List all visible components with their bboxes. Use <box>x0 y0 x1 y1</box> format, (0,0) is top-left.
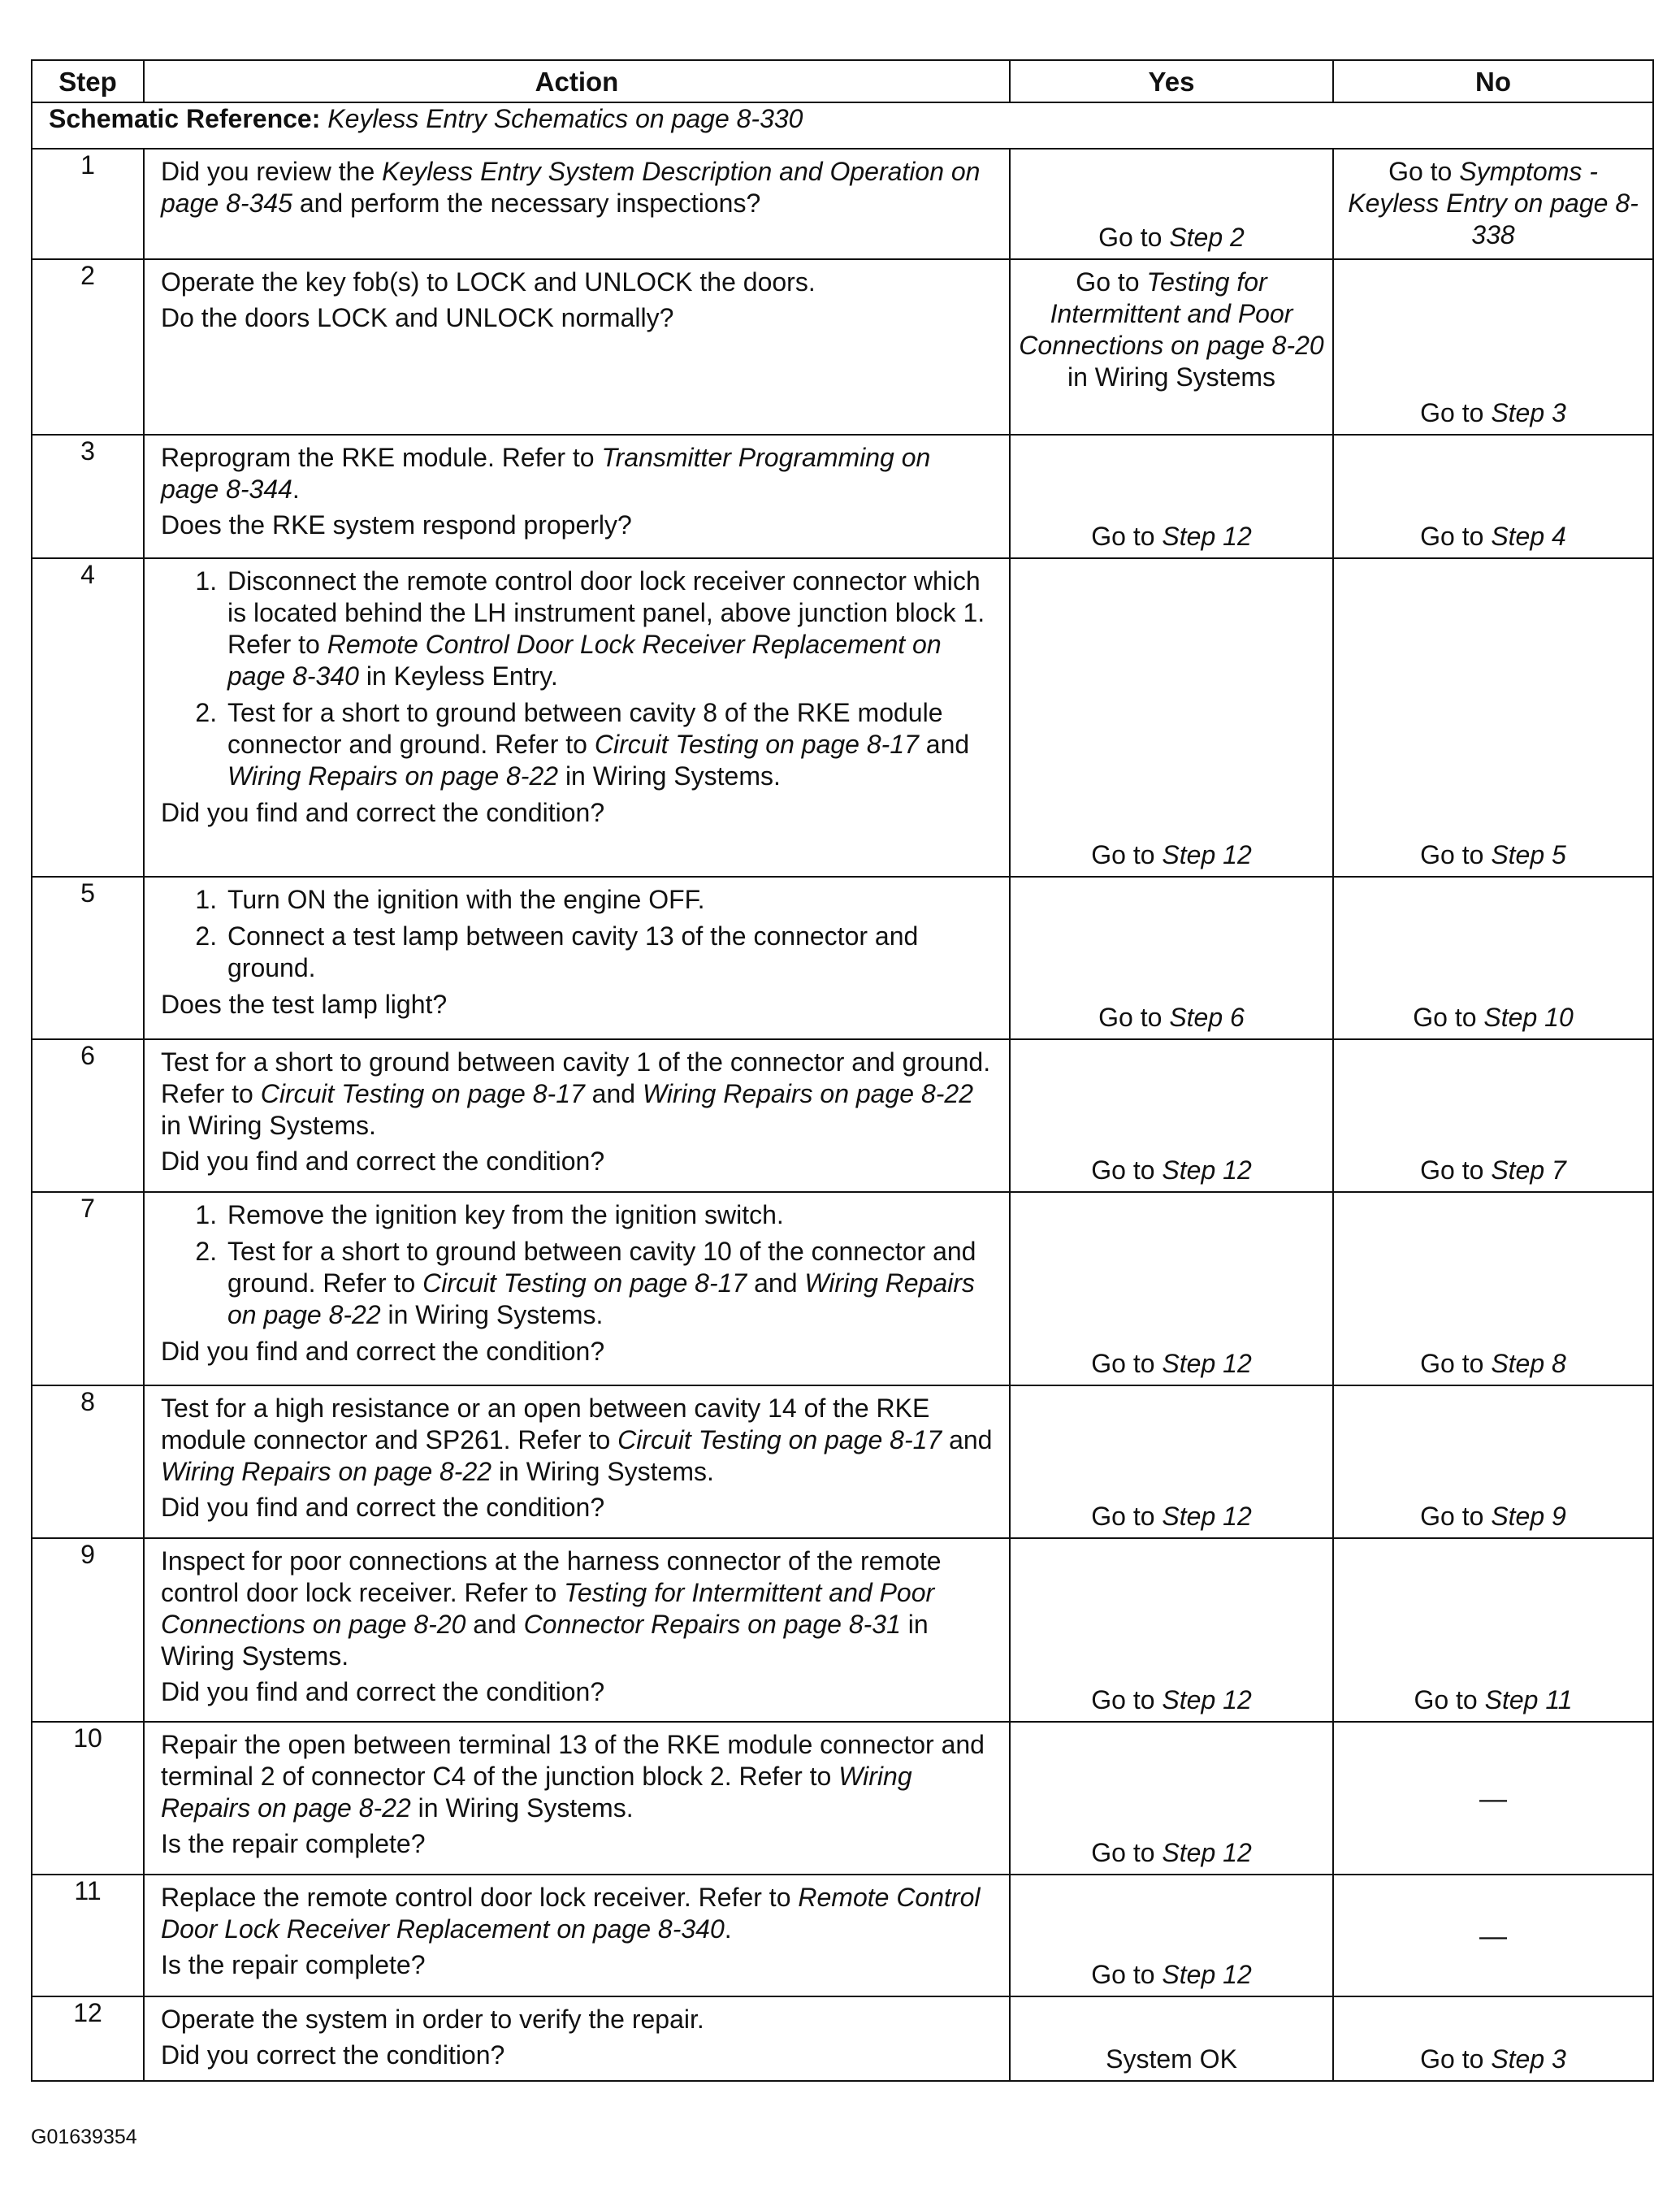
action-text: Test for a high resistance or an open between cavity 14 of the RKE module connector and SP261. Refer to <box>161 1394 930 1454</box>
yes-text: Go to <box>1091 1838 1163 1867</box>
no-cell <box>1333 877 1653 1039</box>
yes-step-ref: Step 12 <box>1162 1685 1252 1714</box>
action-text: in Wiring Systems. <box>410 1793 634 1823</box>
table-row <box>32 1385 1653 1538</box>
no-step-ref: Step 5 <box>1491 840 1566 869</box>
yes-cell <box>1010 1039 1333 1192</box>
schematic-reference-link: Keyless Entry Schematics on page 8-330 <box>327 104 803 133</box>
no-text: Go to <box>1388 157 1460 186</box>
action-text: Did you review the <box>161 157 383 186</box>
action-text: Test for a short to ground between cavity 10 of the connector and ground. Refer to <box>227 1237 976 1298</box>
no-cell <box>1333 558 1653 877</box>
action-step: 1. Turn ON the ignition with the engine OFF. <box>224 884 994 916</box>
action-question: Does the test lamp light? <box>161 990 448 1019</box>
step-number: 1 <box>32 149 144 259</box>
reference-link: Remote Control Door Lock Receiver Replacement on page 8-340 <box>227 630 942 691</box>
yes-text: Go to <box>1091 522 1163 551</box>
no-cell <box>1333 1722 1653 1875</box>
yes-step-ref: Step 12 <box>1162 1960 1252 1989</box>
yes-cell <box>1010 1385 1333 1538</box>
action-step <box>224 1236 994 1331</box>
no-text: Go to <box>1420 2044 1492 2074</box>
action-text: in Wiring Systems. <box>380 1300 604 1329</box>
action-text: and <box>918 730 970 759</box>
action-text: Test for a short to ground between cavity 8 of the RKE module connector and ground. Refer to <box>227 698 943 759</box>
step-number: 12 <box>32 1996 144 2081</box>
no-text: Go to <box>1420 1155 1492 1185</box>
no-text: Go to <box>1420 840 1492 869</box>
yes-text: Go to <box>1098 223 1170 252</box>
diagnostic-table <box>31 59 1654 2082</box>
action-question: Is the repair complete? <box>161 1950 426 1979</box>
action-text: and perform the necessary inspections? <box>292 189 761 218</box>
schematic-reference <box>32 102 1653 149</box>
action-step <box>224 566 994 692</box>
yes-cell <box>1010 558 1333 877</box>
action-cell <box>144 1039 1010 1192</box>
table-row <box>32 435 1653 558</box>
action-step <box>224 697 994 792</box>
action-text: in Wiring Systems. <box>491 1457 714 1486</box>
reference-link: Wiring Repairs on page 8-22 <box>161 1762 912 1823</box>
reference-link: Circuit Testing on page 8-17 <box>594 730 919 759</box>
reference-link: Wiring Repairs on page 8-22 <box>642 1079 973 1108</box>
yes-text: Go to <box>1091 1155 1163 1185</box>
reference-link: Wiring Repairs on page 8-22 <box>227 761 559 791</box>
action-cell <box>144 558 1010 877</box>
action-question: Did you find and correct the condition? <box>161 1147 605 1176</box>
header-row <box>32 60 1653 102</box>
step-number: 2 <box>32 259 144 435</box>
action-step: 1. Remove the ignition key from the ignition switch. <box>224 1199 994 1231</box>
action-text: Reprogram the RKE module. Refer to <box>161 443 602 472</box>
action-cell <box>144 1722 1010 1875</box>
step-number: 10 <box>32 1722 144 1875</box>
action-text: . <box>292 475 300 504</box>
yes-text: Go to <box>1091 1960 1163 1989</box>
yes-cell <box>1010 877 1333 1039</box>
action-question: Did you find and correct the condition? <box>161 1337 605 1366</box>
yes-step-ref: Step 12 <box>1162 840 1252 869</box>
action-text: Test for a short to ground between cavity 1 of the connector and ground. Refer to <box>161 1047 991 1108</box>
action-text: in Keyless Entry. <box>358 661 558 691</box>
yes-step-ref: Step 2 <box>1169 223 1245 252</box>
yes-step-ref: Step 12 <box>1162 1349 1252 1378</box>
reference-link: Circuit Testing on page 8-17 <box>260 1079 585 1108</box>
yes-cell <box>1010 1996 1333 2081</box>
step-number: 3 <box>32 435 144 558</box>
no-dash: — <box>1479 1920 1507 1952</box>
table-row <box>32 1722 1653 1875</box>
no-step-ref: Step 3 <box>1491 2044 1566 2074</box>
action-question: Did you find and correct the condition? <box>161 1493 605 1522</box>
step-number: 8 <box>32 1385 144 1538</box>
step-number: 9 <box>32 1538 144 1722</box>
table-row <box>32 1039 1653 1192</box>
action-question: Does the RKE system respond properly? <box>161 510 632 540</box>
action-text: Replace the remote control door lock receiver. Refer to <box>161 1883 799 1912</box>
action-question: Did you find and correct the condition? <box>161 1677 605 1706</box>
action-question: Did you find and correct the condition? <box>161 798 605 827</box>
yes-step-ref: Step 12 <box>1162 1155 1252 1185</box>
no-text: Go to <box>1420 398 1492 427</box>
step-number: 4 <box>32 558 144 877</box>
reference-link: Keyless Entry System Description and Operation on page 8-345 <box>161 157 981 218</box>
table-row <box>32 1192 1653 1385</box>
yes-step-ref: Step 6 <box>1169 1003 1245 1032</box>
action-question: Did you correct the condition? <box>161 2040 505 2070</box>
yes-cell <box>1010 1875 1333 1996</box>
no-text: Go to <box>1420 1502 1492 1531</box>
action-cell <box>144 435 1010 558</box>
reference-link: Remote Control Door Lock Receiver Replacement on page 8-340 <box>161 1883 981 1944</box>
figure-code: G01639354 <box>31 2126 137 2148</box>
no-text: Go to <box>1413 1003 1484 1032</box>
header-action: Action <box>144 60 1010 102</box>
action-cell <box>144 877 1010 1039</box>
schematic-reference-label: Schematic Reference: <box>49 104 321 133</box>
no-cell <box>1333 1996 1653 2081</box>
no-text: Go to <box>1420 1349 1492 1378</box>
yes-step-ref: Step 12 <box>1162 522 1252 551</box>
action-text: Inspect for poor connections at the harness connector of the remote control door lock receiver. Refer to <box>161 1546 942 1607</box>
action-question: Is the repair complete? <box>161 1829 426 1858</box>
action-text: and <box>465 1610 524 1639</box>
header-no: No <box>1333 60 1653 102</box>
yes-text: Go to <box>1091 1502 1163 1531</box>
no-step-ref: Step 8 <box>1491 1349 1566 1378</box>
action-step: 2. Connect a test lamp between cavity 13 of the connector and ground. <box>224 921 994 984</box>
no-step-ref: Step 10 <box>1483 1003 1574 1032</box>
header-yes: Yes <box>1010 60 1333 102</box>
yes-cell <box>1010 259 1333 435</box>
table-row <box>32 1538 1653 1722</box>
action-steps-list <box>161 884 994 984</box>
action-text: Operate the key fob(s) to LOCK and UNLOCK the doors. <box>161 267 816 297</box>
action-text: and <box>584 1079 643 1108</box>
action-text: . <box>724 1914 732 1944</box>
action-cell <box>144 149 1010 259</box>
table-row <box>32 149 1653 259</box>
no-dash: — <box>1479 1783 1507 1814</box>
no-cell <box>1333 1385 1653 1538</box>
yes-reference-link: Testing for Intermittent and Poor Connections on page 8-20 <box>1019 267 1324 360</box>
yes-text: System OK <box>1106 2044 1237 2074</box>
action-cell <box>144 1538 1010 1722</box>
no-step-ref: Step 9 <box>1491 1502 1566 1531</box>
step-number: 11 <box>32 1875 144 1996</box>
no-step-ref: Step 11 <box>1484 1685 1573 1714</box>
yes-step-ref: Step 12 <box>1162 1838 1252 1867</box>
action-cell <box>144 259 1010 435</box>
action-text: in Wiring Systems. <box>161 1111 376 1140</box>
reference-link: Wiring Repairs on page 8-22 <box>227 1268 975 1329</box>
no-cell <box>1333 149 1653 259</box>
action-cell <box>144 1875 1010 1996</box>
table-row <box>32 877 1653 1039</box>
no-text: Go to <box>1420 522 1492 551</box>
table-row <box>32 1875 1653 1996</box>
no-cell <box>1333 1538 1653 1722</box>
action-cell <box>144 1192 1010 1385</box>
action-steps-list <box>161 1199 994 1331</box>
yes-cell <box>1010 149 1333 259</box>
action-cell <box>144 1996 1010 2081</box>
action-steps-list <box>161 566 994 792</box>
yes-step-ref: Step 12 <box>1162 1502 1252 1531</box>
reference-link: Wiring Repairs on page 8-22 <box>161 1457 492 1486</box>
yes-cell <box>1010 1538 1333 1722</box>
action-text: and <box>747 1268 805 1298</box>
yes-text: Go to <box>1091 1349 1163 1378</box>
table-row <box>32 259 1653 435</box>
no-cell <box>1333 1039 1653 1192</box>
reference-link: Circuit Testing on page 8-17 <box>422 1268 747 1298</box>
action-text: in Wiring Systems. <box>558 761 781 791</box>
no-text: Go to <box>1414 1685 1485 1714</box>
yes-cell <box>1010 435 1333 558</box>
yes-text: Go to <box>1091 840 1163 869</box>
no-cell <box>1333 1875 1653 1996</box>
step-number: 6 <box>32 1039 144 1192</box>
step-number: 7 <box>32 1192 144 1385</box>
no-cell <box>1333 435 1653 558</box>
yes-cell <box>1010 1192 1333 1385</box>
yes-text: Go to <box>1091 1685 1163 1714</box>
no-step-ref: Step 4 <box>1491 522 1566 551</box>
reference-link: Transmitter Programming on page 8-344 <box>161 443 931 504</box>
action-text: and <box>942 1425 993 1454</box>
table-row <box>32 558 1653 877</box>
yes-text: Go to <box>1076 267 1147 297</box>
yes-text: Go to <box>1098 1003 1170 1032</box>
action-cell <box>144 1385 1010 1538</box>
table-row <box>32 1996 1653 2081</box>
diagnostic-table-sheet <box>31 59 1652 2082</box>
no-reference-link: Symptoms - Keyless Entry on page 8-338 <box>1348 157 1639 249</box>
action-text: Disconnect the remote control door lock receiver connector which is located behind the LH instrument panel, above junction block 1. Refer to <box>227 566 985 659</box>
action-question: Do the doors LOCK and UNLOCK normally? <box>161 303 674 332</box>
yes-cell <box>1010 1722 1333 1875</box>
action-text: Repair the open between terminal 13 of the RKE module connector and terminal 2 of connector C4 of the junction block 2. Refer to <box>161 1730 985 1791</box>
yes-text: in Wiring Systems <box>1067 362 1276 392</box>
action-text: Operate the system in order to verify the repair. <box>161 2005 704 2034</box>
no-cell <box>1333 1192 1653 1385</box>
no-cell <box>1333 259 1653 435</box>
step-number: 5 <box>32 877 144 1039</box>
reference-link: Circuit Testing on page 8-17 <box>617 1425 942 1454</box>
no-step-ref: Step 7 <box>1491 1155 1566 1185</box>
reference-link: Testing for Intermittent and Poor Connections on page 8-20 <box>161 1578 935 1639</box>
header-step: Step <box>32 60 144 102</box>
reference-link: Connector Repairs on page 8-31 <box>523 1610 901 1639</box>
schematic-reference-row <box>32 102 1653 149</box>
no-step-ref: Step 3 <box>1491 398 1566 427</box>
action-text: in Wiring Systems. <box>161 1610 929 1671</box>
